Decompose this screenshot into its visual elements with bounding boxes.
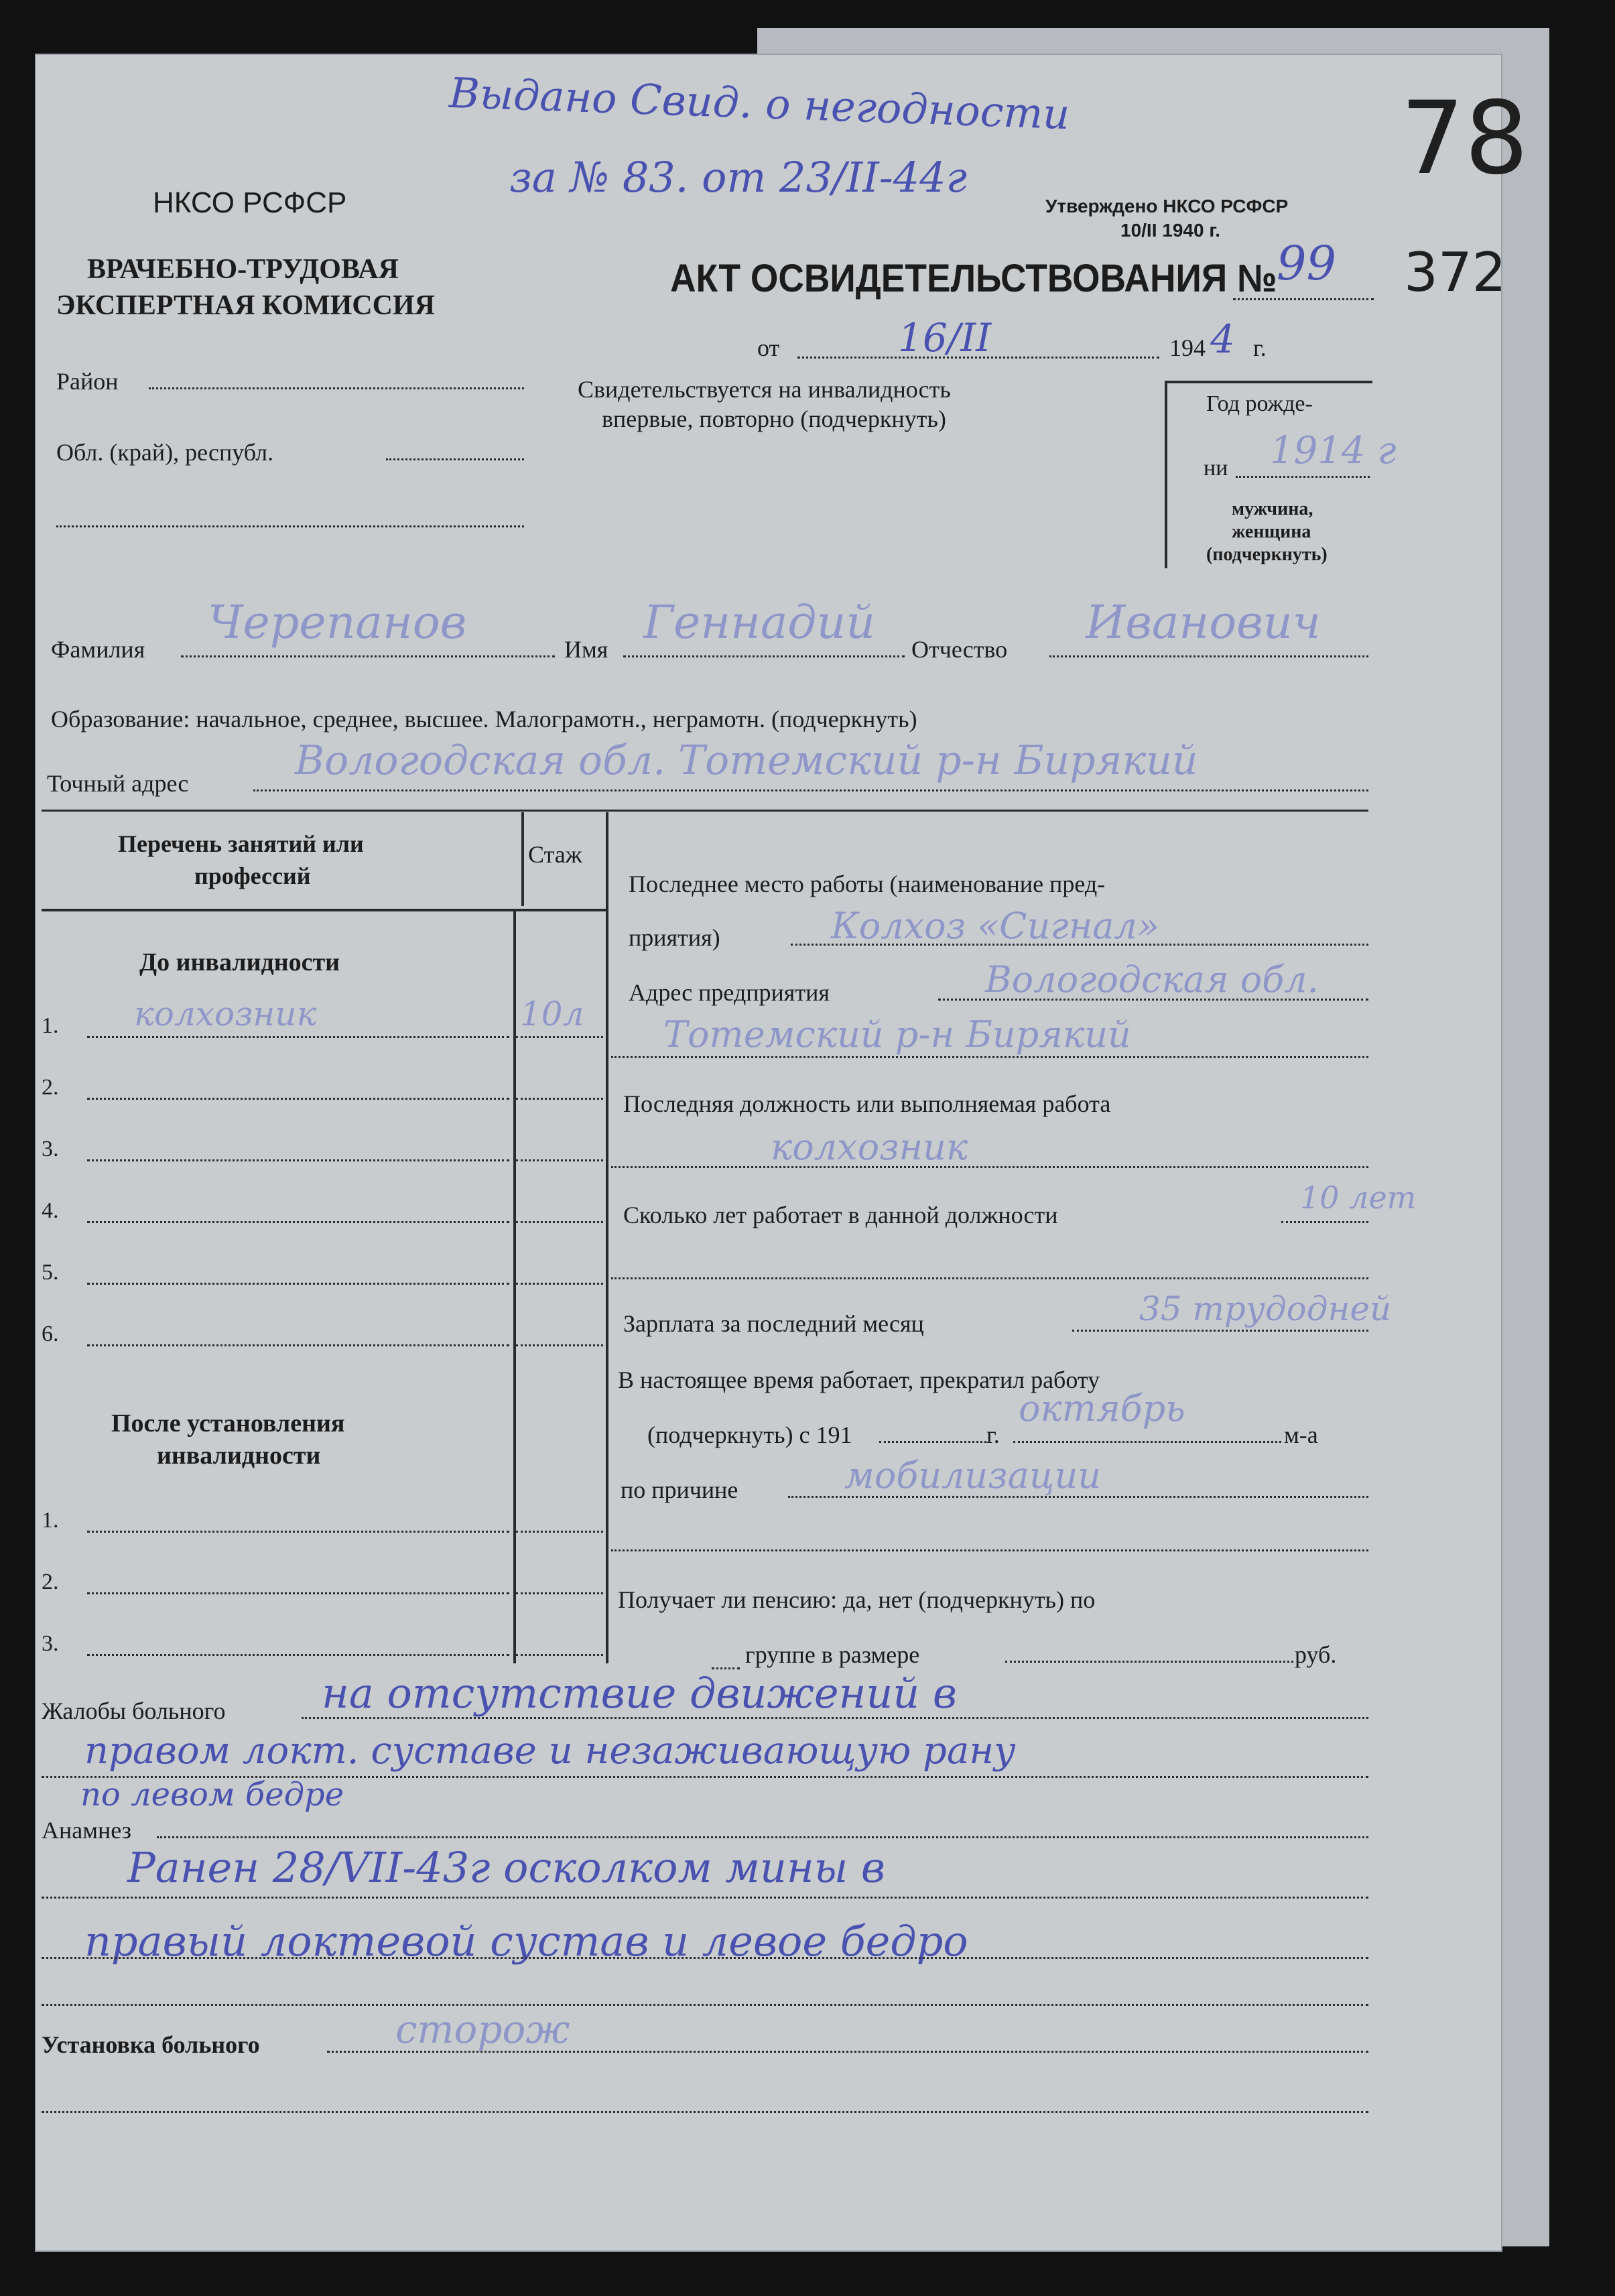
act-number-line [1233,298,1374,300]
anamnesis-label: Анамнез [42,1817,131,1844]
reason-label: по причине [621,1476,738,1503]
before-row-stazh-line [516,1098,603,1100]
year-digit: 4 [1210,316,1235,362]
attitude-value: сторож [395,2006,570,2052]
birth-year-value: 1914 г [1270,429,1397,472]
handwritten-annotation-line2: за № 83. от 23/ІІ-44г [509,153,967,202]
salary-value: 35 трудодней [1139,1289,1392,1328]
before-row-num: 2. [42,1075,59,1100]
status-line2-c: м-а [1284,1421,1318,1448]
birth-box-border [1165,381,1167,568]
after-disability-label-line2: инвалидности [157,1442,321,1470]
after-disability-label-line1: После установления [111,1409,345,1438]
right-col-border [606,812,608,1663]
work-address-value-2: Тотемский р-н Бирякий [663,1013,1131,1056]
complaints-value-line1: на отсутствие движений в [322,1669,958,1718]
pension-line2-a: группе в размере [745,1641,920,1668]
years-line2 [611,1277,1368,1279]
before-row-num: 3. [42,1137,59,1161]
reason-line2 [611,1549,1368,1551]
attitude-line2 [42,2111,1368,2113]
professions-header-line1: Перечень занятий или [118,830,364,857]
status-month-value: октябрь [1019,1387,1185,1429]
org-left: НКСО РСФСР [153,186,347,219]
before-row-line [87,1283,509,1285]
district-line [149,387,524,389]
before-row-num: 1. [42,1013,59,1038]
after-row-stazh-line [516,1592,603,1594]
name-value: Геннадий [643,596,876,649]
attitude-label: Установка больного [42,2031,260,2058]
status-month-line [1013,1441,1281,1443]
before-row-num: 6. [42,1322,59,1346]
oblast-line [386,458,524,460]
before-row-line [87,1159,509,1161]
patronymic-line [1049,655,1368,657]
anamnesis-line1 [157,1836,1368,1838]
after-row-line [87,1592,509,1594]
commission-line2: ЭКСПЕРТНАЯ КОМИССИЯ [56,290,435,321]
anamnesis-value-line2: правый локтевой сустав и левое бедро [84,1917,968,1966]
certify-line2: впервые, повторно (подчеркнуть) [602,405,946,432]
salary-label: Зарплата за последний месяц [623,1310,924,1337]
patronymic-value: Иванович [1086,596,1321,649]
handwritten-annotation-line1: Выдано Свид. о негодности [448,68,1071,139]
status-year-line [879,1441,986,1443]
region-extra-line [56,525,524,527]
years-label: Сколько лет работает в данной должности [623,1202,1058,1228]
before-row-line [87,1344,509,1346]
birth-box-top [1165,381,1372,383]
before-row-num: 5. [42,1260,59,1285]
professions-header-rule [42,909,606,911]
before-row-value: колхозник [134,995,317,1033]
sex-line3: (подчеркнуть) [1206,544,1328,565]
reason-value: мобилизации [844,1454,1102,1496]
work-address-value-1: Вологодская обл. [985,958,1319,1001]
before-disability-label: До инвалидности [139,948,340,976]
complaints-value-line2: правом локт. суставе и незаживающую рану [84,1729,1016,1773]
before-row-stazh-line [516,1159,603,1161]
education-line: Образование: начальное, среднее, высшее. Малограмотн., неграмотн. (подчеркнуть) [51,706,917,732]
last-place-line2: приятия) [629,924,720,951]
before-row-line [87,1098,509,1100]
name-line [623,655,905,657]
after-row-line [87,1531,509,1533]
corner-mark-big: 78 [1401,80,1529,197]
last-place-value: Колхоз «Сигнал» [831,905,1159,947]
before-row-stazh-line [516,1221,603,1223]
before-row-num: 4. [42,1198,59,1223]
year-suffix: г. [1253,334,1267,361]
commission-line1: ВРАЧЕБНО-ТРУДОВАЯ [87,254,399,285]
approved-line1: Утверждено НКСО РСФСР [1045,196,1289,216]
address-rule [42,810,1368,812]
sex-line1: мужчина, [1232,499,1313,519]
patronymic-label: Отчество [911,636,1008,663]
address-value: Вологодская обл. Тотемский р-н Бирякий [295,737,1198,784]
stazh-header: Стаж [528,841,582,868]
act-title: АКТ ОСВИДЕТЕЛЬСТВОВАНИЯ № [670,257,1277,300]
status-line1: В настоящее время работает, прекратил работу [618,1366,1100,1393]
approved-line2: 10/II 1940 г. [1120,220,1220,241]
years-value: 10 лет [1300,1179,1417,1216]
work-address-line2 [611,1056,1368,1058]
position-line [611,1166,1368,1168]
after-row-num: 3. [42,1631,59,1656]
address-label: Точный адрес [47,770,189,797]
date-value: 16/ІІ [898,315,992,361]
position-label: Последняя должность или выполняемая работа [623,1090,1111,1117]
after-row-line [87,1654,509,1656]
surname-value: Черепанов [208,596,467,649]
stazh-col-border [513,911,516,1663]
act-number: 99 [1277,236,1337,291]
surname-label: Фамилия [51,636,145,663]
years-line [1281,1221,1368,1223]
anamnesis-line2 [42,1897,1368,1899]
status-line2-a: (подчеркнуть) с 191 [647,1421,852,1448]
birth-year-line [1236,476,1370,478]
anamnesis-line3 [42,1957,1368,1959]
pension-line-b [1005,1661,1293,1663]
before-row-stazh-line [516,1344,603,1346]
complaints-label: Жалобы больного [42,1698,226,1724]
complaints-value-line3: по левом бедре [80,1776,344,1813]
birth-label-line1: Год рожде- [1206,391,1313,416]
oblast-label: Обл. (край), республ. [56,439,274,466]
certify-line1: Свидетельствуется на инвалидность [578,376,951,403]
after-row-num: 1. [42,1508,59,1533]
before-row-stazh-line [516,1036,603,1038]
before-row-line [87,1221,509,1223]
after-row-stazh-line [516,1531,603,1533]
anamnesis-line4 [42,2004,1368,2006]
date-prefix: от [757,334,780,361]
last-place-line1: Последнее место работы (наименование пред- [629,871,1106,897]
salary-line [1072,1330,1368,1332]
anamnesis-value-line1: Ранен 28/VII-43г осколком мины в [127,1843,885,1892]
surname-line [181,655,555,657]
before-row-stazh: 10л [520,995,584,1033]
pension-line1: Получает ли пенсию: да, нет (подчеркнуть) по [618,1586,1096,1613]
name-label: Имя [564,636,608,663]
status-line2-b: г. [986,1421,1000,1448]
before-row-line [87,1036,509,1038]
professions-header-line2: профессий [194,863,311,889]
after-row-stazh-line [516,1654,603,1656]
sex-line2: женщина [1232,521,1311,542]
before-row-stazh-line [516,1283,603,1285]
address-line [253,789,1368,791]
year-prefix: 194 [1169,334,1206,361]
corner-mark-small: 372 [1404,241,1506,304]
position-value: колхозник [771,1126,968,1168]
birth-label-line2: ни [1204,456,1228,481]
work-address-label: Адрес предприятия [629,979,830,1006]
after-row-num: 2. [42,1570,59,1594]
stazh-col-border-top [521,812,524,906]
pension-line2-b: руб. [1295,1641,1337,1668]
district-label: Район [56,368,119,395]
